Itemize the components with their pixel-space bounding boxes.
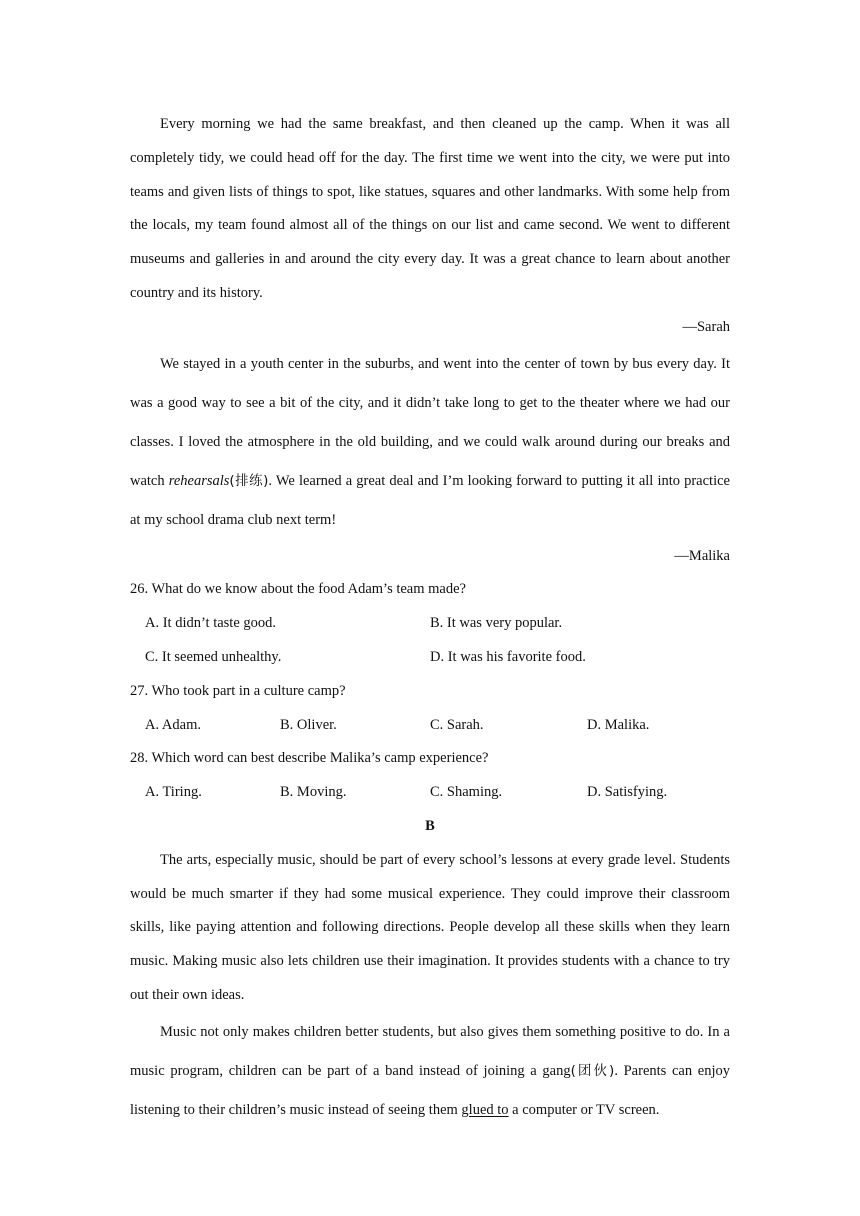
question-27-option-c: C. Sarah.: [430, 716, 484, 733]
question-26-option-d: D. It was his favorite food.: [430, 648, 586, 665]
question-26-stem: 26. What do we know about the food Adam’s team made?: [130, 581, 466, 598]
malika-signature: —Malika: [674, 547, 730, 564]
sarah-signature: —Sarah: [682, 318, 730, 335]
section-b-p2-after: a computer or TV screen.: [508, 1101, 660, 1118]
question-26-option-c: C. It seemed unhealthy.: [145, 648, 282, 665]
question-27-option-b: B. Oliver.: [280, 716, 337, 733]
malika-italic-word: rehearsals: [168, 472, 230, 489]
exam-page: [130, 108, 730, 1130]
malika-text-before: We stayed in a youth center in the suburbs, and went into the center of town by bus every day. It was a good way to see a bit of the city, and it didn’t take long to get to the theater where we had our classes. I loved the atmosphere in the old building, and we could walk around during our breaks and watch: [130, 355, 730, 489]
question-28-option-c: C. Shaming.: [430, 784, 503, 801]
section-b-p2-gloss: (团伙): [570, 1062, 615, 1079]
section-b-p2-before: Music not only makes children better students, but also gives them something positive to do. In a music program, children can be part of a band instead of joining a gang: [130, 1023, 730, 1079]
question-26-option-a: A. It didn’t taste good.: [145, 615, 277, 632]
question-28-option-d: D. Satisfying.: [587, 784, 668, 801]
question-28-stem: 28. Which word can best describe Malika’s camp experience?: [130, 750, 489, 767]
malika-paragraph: [130, 345, 730, 540]
section-b-paragraph-1: The arts, especially music, should be part of every school’s lessons at every grade level. Students would be much smarter if they had some musical experience. They could improve their classroom skills, like paying attention and following directions. People develop all these skills when they learn music. Making music also lets children use their imagination. It provides students with a chance to try out their own ideas.: [130, 851, 730, 1003]
malika-text-after: . We learned a great deal and I’m looking forward to putting it all into practice at my school drama club next term!: [130, 472, 730, 528]
sarah-paragraph: Every morning we had the same breakfast, and then cleaned up the camp. When it was all completely tidy, we could head off for the day. The first time we went into the city, we were put into teams and given lists of things to spot, like statues, squares and other landmarks. With some help from the locals, my team found almost all of the things on our list and came second. We went to different museums and galleries in and around the city every day. It was a great chance to learn about another country and its history.: [130, 116, 730, 301]
malika-gloss: (排练): [229, 472, 269, 489]
question-26-option-b: B. It was very popular.: [430, 615, 563, 632]
section-b-p2-underlined-phrase: glued to: [461, 1101, 509, 1118]
section-b-p2-middle: . Parents can enjoy listening to their children’s music instead of seeing them: [130, 1062, 730, 1118]
question-27-stem: 27. Who took part in a culture camp?: [130, 682, 346, 699]
question-26-options-row-2: [130, 641, 730, 675]
question-28-option-a: A. Tiring.: [145, 784, 202, 801]
question-26-options-row-1: [130, 607, 730, 641]
question-27-option-d: D. Malika.: [587, 716, 650, 733]
question-28-option-b: B. Moving.: [280, 784, 347, 801]
section-b-paragraph-2: [130, 1013, 730, 1130]
section-b-heading: B: [425, 817, 435, 834]
question-27-option-a: A. Adam.: [145, 716, 201, 733]
question-28-options: [130, 776, 730, 810]
question-27-options: [130, 709, 730, 743]
